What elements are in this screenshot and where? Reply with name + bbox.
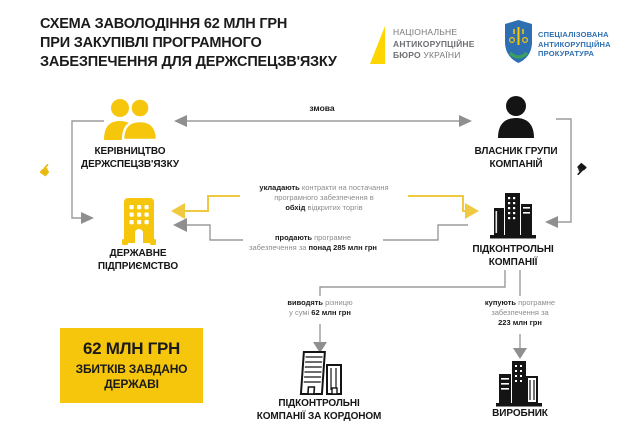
edge-label-conspiracy: змова xyxy=(282,103,362,113)
hand-pointer-icon-left: ☛ xyxy=(35,159,58,182)
two-people-icon xyxy=(102,98,160,140)
damage-box xyxy=(60,328,203,403)
page-title-line1: СХЕМА ЗАВОЛОДІННЯ 62 МЛН ГРН xyxy=(40,16,288,32)
page-title-line2: ПРИ ЗАКУПІВЛІ ПРОГРАМНОГО xyxy=(40,35,262,51)
buildings-outline-icon xyxy=(292,350,344,398)
buildings-icon xyxy=(496,360,542,408)
nabu-logo-text xyxy=(393,24,475,64)
node-label-owner: ВЛАСНИК ГРУПИ КОМПАНІЙ xyxy=(474,146,558,170)
sap-line1: СПЕЦІАЛІЗОВАНА xyxy=(538,30,609,39)
node-label-controlled-companies: ПІДКОНТРОЛЬНІ КОМПАНІЇ xyxy=(472,244,554,268)
edge-label-sell: продають програмне забезпечення за понад 285 млн грн xyxy=(243,233,383,253)
node-label-state-enterprise: ДЕРЖАВНЕ ПІДПРИЄМСТВО xyxy=(97,248,179,272)
buildings-icon xyxy=(490,192,536,240)
sap-line2: АНТИКОРУПЦІЙНА xyxy=(538,39,611,49)
hand-pointer-icon-right: ☛ xyxy=(568,157,591,180)
page-title xyxy=(40,15,350,72)
nabu-line3: БЮРО УКРАЇНИ xyxy=(393,50,461,60)
nabu-line1: НАЦІОНАЛЬНЕ xyxy=(393,27,458,37)
edge-label-buy: купують програмне забезпечення за 223 млн грн xyxy=(462,298,578,327)
node-label-manufacturer: ВИРОБНИК xyxy=(492,408,548,419)
node-label-offshore-companies: ПІДКОНТРОЛЬНІ КОМПАНІЇ ЗА КОРДОНОМ xyxy=(256,398,382,422)
building-icon xyxy=(122,198,156,246)
nabu-triangle-icon xyxy=(370,24,386,64)
damage-amount: 62 МЛН ГРН xyxy=(83,339,180,358)
sap-logo-text xyxy=(538,20,611,64)
node-label-management: КЕРІВНИЦТВО ДЕРЖСПЕЦЗВ'ЯЗКУ xyxy=(81,146,179,170)
sap-shield-icon xyxy=(505,20,532,64)
edge-label-contracts: укладають контракти на постачання програмного забезпечення в обхід відкритих торгів xyxy=(240,183,408,212)
sap-line3: ПРОКУРАТУРА xyxy=(538,49,595,58)
edge-label-withdraw: виводять різницю у сумі 62 млн грн xyxy=(262,298,378,318)
page-title-line3: ЗАБЕЗПЕЧЕННЯ ДЛЯ ДЕРЖСПЕЦЗВ'ЯЗКУ xyxy=(40,54,337,70)
sap-logo xyxy=(505,20,611,64)
damage-text: ЗБИТКІВ ЗАВДАНО ДЕРЖАВІ xyxy=(75,362,188,391)
nabu-line2: АНТИКОРУПЦІЙНЕ xyxy=(393,38,475,49)
nabu-logo xyxy=(370,24,475,64)
person-icon xyxy=(497,96,535,138)
